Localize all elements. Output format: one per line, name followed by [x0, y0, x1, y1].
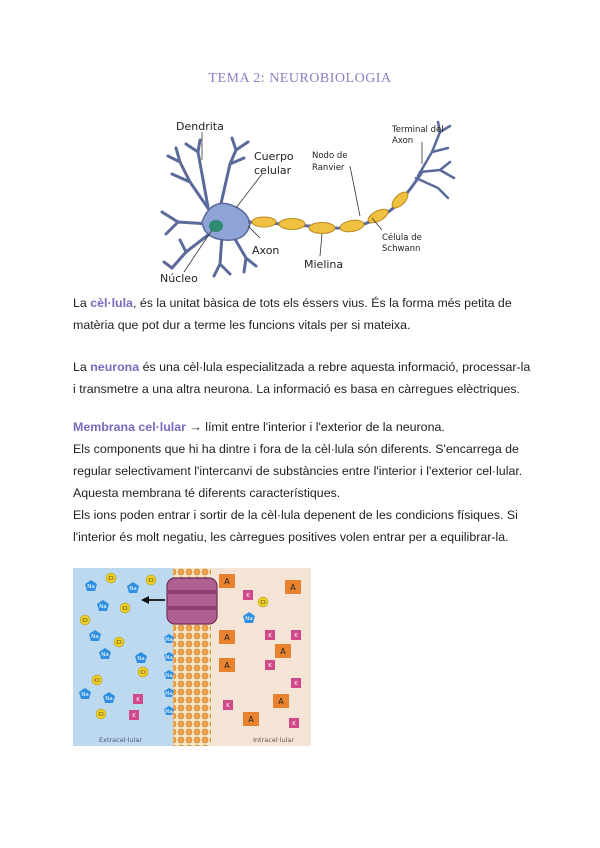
membrane-line1: límit entre l'interior i l'exterior de la neurona.	[205, 420, 445, 434]
p2-prefix: La	[73, 360, 91, 374]
ion-a	[273, 694, 289, 708]
svg-text:Na: Na	[87, 584, 95, 590]
membrane-diagram	[73, 568, 311, 746]
paragraph-membrane	[73, 416, 533, 548]
paragraph-neuron	[73, 356, 533, 400]
svg-text:Cl: Cl	[108, 576, 114, 582]
ion-a	[219, 658, 235, 672]
membrane-line4: Els ions poden entrar i sortir de la cèl·lula depenent de les condicions físiques. Si l'interior és molt negatiu, les càrregues positives volen entrar per a equilibrar-la.	[73, 508, 518, 544]
label-extracellular: Extracel·lular	[99, 736, 142, 744]
label-axon: Axon	[252, 244, 280, 257]
membrane-line2: Els components que hi ha dintre i fora de la cèl·lula són diferents. S'encarrega de regular selectivament l'intercanvi de substàncies entre l'interior i l'exterior cel·lular.	[73, 442, 523, 478]
svg-text:Cl: Cl	[140, 670, 146, 676]
svg-text:K: K	[246, 593, 250, 599]
svg-text:Na: Na	[165, 655, 173, 661]
ion-cl	[114, 637, 124, 647]
page-title: TEMA 2: NEUROBIOLOGIA	[208, 71, 392, 86]
ion-a	[275, 644, 291, 658]
ion-cl	[106, 573, 116, 583]
ion-k	[243, 590, 253, 600]
svg-text:Na: Na	[105, 696, 113, 702]
ion-a	[243, 712, 259, 726]
ion-k	[223, 700, 233, 710]
arrow: →	[185, 420, 206, 434]
ion-cl	[138, 667, 148, 677]
svg-text:Na: Na	[165, 637, 173, 643]
svg-text:K: K	[294, 681, 298, 687]
label-mielina: Mielina	[304, 258, 344, 271]
ion-k	[133, 694, 143, 704]
label-nucleo: Núcleo	[160, 272, 198, 285]
p1-prefix: La	[73, 296, 91, 310]
svg-text:K: K	[294, 633, 298, 639]
svg-text:Cl: Cl	[260, 600, 266, 606]
ion-cl	[96, 709, 106, 719]
ion-k	[265, 660, 275, 670]
ion-cl	[258, 597, 268, 607]
svg-text:K: K	[292, 721, 296, 727]
svg-text:A: A	[248, 715, 254, 724]
ion-cl	[92, 675, 102, 685]
ion-k	[291, 678, 301, 688]
svg-text:K: K	[136, 697, 140, 703]
svg-text:Na: Na	[99, 604, 107, 610]
ion-cl	[146, 575, 156, 585]
svg-text:Cl: Cl	[82, 618, 88, 624]
svg-text:Cl: Cl	[122, 606, 128, 612]
p1-text: , és la unitat bàsica de tots els éssers vius. És la forma més petita de matèria que pot dur a terme les funcions vitals per si mateixa.	[73, 296, 512, 332]
svg-text:Cl: Cl	[98, 712, 104, 718]
ion-k	[265, 630, 275, 640]
ion-k	[289, 718, 299, 728]
label-cuerpo-1: Cuerpo	[254, 150, 294, 163]
label-schwann-2: Schwann	[382, 244, 421, 254]
svg-text:Na: Na	[245, 616, 253, 622]
ion-a	[219, 630, 235, 644]
ion-cl	[80, 615, 90, 625]
svg-text:K: K	[268, 663, 272, 669]
ion-a	[285, 580, 301, 594]
svg-text:Na: Na	[91, 634, 99, 640]
label-nodo-1: Nodo de	[312, 151, 348, 161]
svg-text:K: K	[132, 713, 136, 719]
svg-text:K: K	[268, 633, 272, 639]
svg-text:A: A	[290, 583, 296, 592]
svg-text:K: K	[226, 703, 230, 709]
label-schwann-1: Célula de	[382, 233, 422, 243]
ion-k	[291, 630, 301, 640]
svg-text:Cl: Cl	[148, 578, 154, 584]
term-neurona: neurona	[90, 360, 140, 374]
label-dendrita: Dendrita	[176, 120, 224, 133]
svg-text:Na: Na	[165, 691, 173, 697]
paragraph-cell	[73, 292, 533, 336]
ion-channel	[167, 578, 217, 624]
svg-text:A: A	[278, 697, 284, 706]
neuron-diagram	[150, 112, 460, 290]
svg-text:Na: Na	[81, 692, 89, 698]
label-intracellular: Intracel·lular	[253, 736, 295, 744]
svg-text:Cl: Cl	[94, 678, 100, 684]
label-nodo-2: Ranvier	[312, 163, 345, 173]
ion-k	[129, 710, 139, 720]
svg-text:Na: Na	[137, 656, 145, 662]
svg-text:A: A	[224, 633, 230, 642]
membrane-definition	[73, 416, 533, 438]
svg-text:A: A	[224, 577, 230, 586]
ion-cl	[120, 603, 130, 613]
svg-text:A: A	[280, 647, 286, 656]
svg-text:Cl: Cl	[116, 640, 122, 646]
svg-text:Na: Na	[165, 673, 173, 679]
svg-text:Na: Na	[101, 652, 109, 658]
svg-text:A: A	[224, 661, 230, 670]
svg-text:Na: Na	[165, 709, 173, 715]
label-terminal-2: Axon	[392, 136, 414, 146]
term-cellula: cèl·lula	[90, 296, 133, 310]
ion-a	[219, 574, 235, 588]
label-terminal-1: Terminal del	[392, 125, 444, 135]
svg-text:Na: Na	[129, 586, 137, 592]
p2-text: és una cèl·lula especialitzada a rebre aquesta informació, processar-la i transmetre a una altra neurona. La informació es basa en càrregues elèctriques.	[73, 360, 531, 396]
label-cuerpo-2: celular	[254, 164, 292, 177]
term-membrana: Membrana cel·lular	[73, 420, 186, 434]
membrane-line3: Aquesta membrana té diferents característiques.	[73, 486, 341, 500]
